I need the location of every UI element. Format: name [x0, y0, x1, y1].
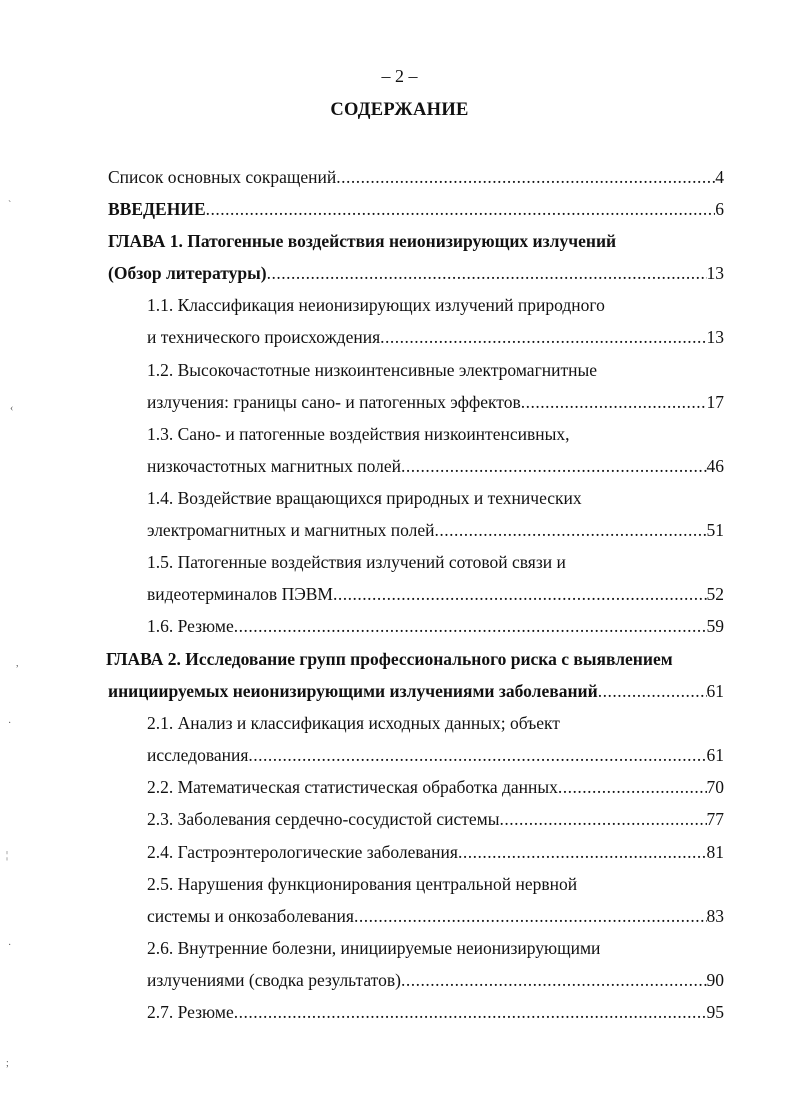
toc-page-number: 77 [706, 809, 724, 829]
scan-speck: ` [8, 200, 12, 211]
toc-entry-text: электромагнитных и магнитных полей [147, 520, 435, 540]
toc-page-number: 13 [706, 263, 724, 283]
toc-section-1-4[interactable] [147, 486, 724, 510]
leader-dots [401, 968, 707, 992]
toc-entry-text: системы и онкозаболевания [147, 906, 354, 926]
toc-entry-introduction[interactable] [108, 197, 724, 221]
toc-entry-text: 1.3. Сано- и патогенные воздействия низкоинтенсивных, [147, 424, 570, 444]
leader-dots [206, 197, 716, 221]
toc-page-number: 46 [706, 456, 724, 476]
toc-entry-text: ГЛАВА 1. Патогенные воздействия неионизирующих излучений [108, 231, 617, 251]
toc-section-1-3[interactable] [147, 422, 724, 446]
toc-entry-text: 1.2. Высокочастотные низкоинтенсивные электромагнитные [147, 360, 598, 380]
toc-chapter-1-subtitle[interactable] [108, 261, 724, 285]
toc-entry-text: 2.7. Резюме [147, 1002, 234, 1022]
toc-entry-text: Список основных сокращений [108, 167, 337, 187]
toc-entry-text: 2.2. Математическая статистическая обработка данных [147, 777, 558, 797]
toc-section-1-1-cont[interactable] [147, 325, 724, 349]
toc-entry-text: исследования [147, 745, 249, 765]
leader-dots [598, 679, 707, 703]
toc-section-1-5-cont[interactable] [147, 582, 724, 606]
toc-entry-text: низкочастотных магнитных полей [147, 456, 401, 476]
toc-chapter-2-subtitle[interactable] [108, 679, 724, 703]
leader-dots [500, 807, 707, 831]
toc-chapter-1-title[interactable] [108, 229, 724, 253]
toc-entry-text: инициируемых неионизирующими излучениями заболеваний [108, 681, 598, 701]
toc-page-number: 90 [706, 970, 724, 990]
toc-section-1-6[interactable] [147, 614, 724, 638]
toc-section-1-5[interactable] [147, 550, 724, 574]
toc-section-2-4[interactable] [147, 840, 724, 864]
scan-speck: , [16, 658, 19, 669]
toc-entry-abbreviations[interactable] [108, 165, 724, 189]
toc-page-number: 17 [706, 392, 724, 412]
toc-entry-text: видеотерминалов ПЭВМ [147, 584, 333, 604]
toc-section-2-5-cont[interactable] [147, 904, 724, 928]
scan-speck: ¦ [6, 850, 9, 861]
leader-dots [458, 840, 707, 864]
toc-entry-text: 2.1. Анализ и классификация исходных данных; объект [147, 713, 560, 733]
toc-section-2-5[interactable] [147, 872, 724, 896]
toc-page-number: 95 [706, 1002, 724, 1022]
toc-entry-text: 2.5. Нарушения функционирования центральной нервной [147, 874, 578, 894]
toc-section-1-4-cont[interactable] [147, 518, 724, 542]
toc-entry-text: ВВЕДЕНИЕ [108, 199, 206, 219]
toc-entry-text: 1.4. Воздействие вращающихся природных и технических [147, 488, 582, 508]
toc-section-1-2-cont[interactable] [147, 390, 724, 414]
leader-dots [234, 614, 707, 638]
leader-dots [558, 775, 707, 799]
toc-entry-text: 1.6. Резюме [147, 616, 234, 636]
toc-entry-text: 2.4. Гастроэнтерологические заболевания [147, 842, 458, 862]
toc-page-number: 59 [706, 616, 724, 636]
toc-page-number: 70 [706, 777, 724, 797]
toc-page-number: 51 [706, 520, 724, 540]
toc-page-number: 83 [706, 906, 724, 926]
toc-section-2-3[interactable] [147, 807, 724, 831]
toc-page-number: 4 [715, 167, 724, 187]
toc-entry-text: и технического происхождения [147, 327, 381, 347]
leader-dots [267, 261, 707, 285]
toc-section-1-3-cont[interactable] [147, 454, 724, 478]
toc-entry-text: ГЛАВА 2. Исследование групп профессионального риска с выявлением [106, 649, 673, 669]
leader-dots [248, 743, 706, 767]
toc-section-2-1[interactable] [147, 711, 724, 735]
toc-page-number: 13 [706, 327, 724, 347]
toc-page-number: 6 [715, 199, 724, 219]
toc-page-number: 52 [706, 584, 724, 604]
leader-dots [333, 582, 707, 606]
toc-entry-text: 1.1. Классификация неионизирующих излучений природного [147, 295, 605, 315]
toc-section-1-2[interactable] [147, 358, 724, 382]
leader-dots [336, 165, 715, 189]
leader-dots [354, 904, 707, 928]
toc-entry-text: излучениями (сводка результатов) [147, 970, 401, 990]
page-title: СОДЕРЖАНИЕ [330, 100, 469, 120]
toc-section-2-6[interactable] [147, 936, 724, 960]
scan-speck: · [8, 940, 12, 951]
leader-dots [380, 325, 706, 349]
leader-dots [234, 1000, 707, 1024]
scan-speck: · [8, 718, 12, 729]
toc-section-2-7[interactable] [147, 1000, 724, 1024]
scan-speck: ‹ [10, 403, 14, 414]
toc-entry-text: 2.6. Внутренние болезни, инициируемые неионизирующими [147, 938, 601, 958]
leader-dots [401, 454, 707, 478]
scan-speck: ; [6, 1058, 9, 1069]
toc-entry-text: излучения: границы сано- и патогенных эффектов [147, 392, 521, 412]
toc-entry-text: (Обзор литературы) [108, 263, 267, 283]
toc-chapter-2-title[interactable] [106, 647, 726, 671]
toc-page-number: 81 [706, 842, 724, 862]
page-number: – 2 – [381, 66, 418, 86]
toc-section-2-1-cont[interactable] [147, 743, 724, 767]
toc-section-1-1[interactable] [147, 293, 724, 317]
leader-dots [435, 518, 707, 542]
leader-dots [521, 390, 707, 414]
toc-page-number: 61 [706, 681, 724, 701]
toc-entry-text: 2.3. Заболевания сердечно-сосудистой системы [147, 809, 500, 829]
toc-entry-text: 1.5. Патогенные воздействия излучений сотовой связи и [147, 552, 566, 572]
toc-section-2-6-cont[interactable] [147, 968, 724, 992]
toc-page-number: 61 [706, 745, 724, 765]
toc-section-2-2[interactable] [147, 775, 724, 799]
